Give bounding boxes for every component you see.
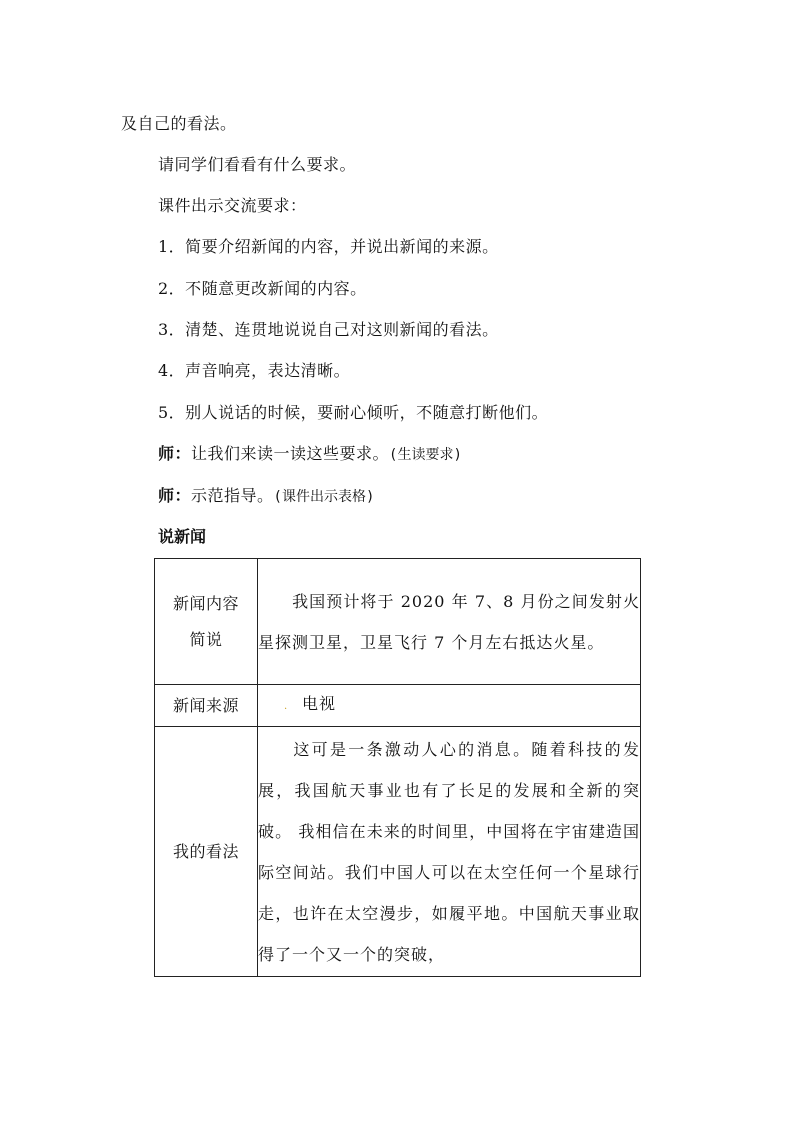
- requirements-heading: 课件出示交流要求：: [158, 196, 307, 215]
- requirement-item-5: 5．别人说话的时候，要耐心倾听，不随意打断他们。: [158, 403, 549, 422]
- table-row: [155, 559, 641, 685]
- teacher-text: 示范指导。: [191, 486, 274, 505]
- teacher-line-2: [158, 486, 374, 507]
- row-label: [155, 559, 258, 685]
- mark-dot: .: [284, 701, 289, 712]
- stage-note: (课件出示表格): [273, 489, 375, 505]
- opinion-text: 这可是一条激动人心的消息。随着科技的发展，我国航天事业也有了长足的发展和全新的突破。 我相信在未来的时间里，中国将在宇宙建造国际空间站。我们中国人可以在太空任何一个星球行走，也许在太空漫步，如履平地。中国航天事业取得了一个又一个的突破，: [258, 739, 640, 964]
- row-label: [155, 685, 258, 727]
- requirement-item-1: 1．简要介绍新闻的内容，并说出新闻的来源。: [158, 237, 499, 256]
- paragraph-continuation: 及自己的看法。: [121, 114, 237, 133]
- news-table: [154, 558, 641, 977]
- row-label: [155, 727, 258, 977]
- news-source-text: 电视: [302, 694, 337, 713]
- teacher-line-1: [158, 444, 462, 465]
- table-row: [155, 727, 641, 977]
- stage-note: (生读要求): [389, 447, 462, 463]
- row-label-line: 简说: [189, 629, 223, 649]
- requirement-item-4: 4．声音响亮，表达清晰。: [158, 361, 351, 380]
- teacher-prefix: 师：: [158, 486, 192, 505]
- requirement-item-3: 3．清楚、连贯地说说自己对这则新闻的看法。: [158, 320, 499, 339]
- row-label-line: 新闻来源: [172, 695, 239, 715]
- table-title: 说新闻: [158, 527, 207, 546]
- row-content: [258, 685, 641, 727]
- table-row: [155, 685, 641, 727]
- news-summary-text: 我国预计将于 2020 年 7、8 月份之间发射火星探测卫星，卫星飞行 7 个月左右抵达火星。: [258, 591, 640, 652]
- requirement-item-2: 2．不随意更改新闻的内容。: [158, 279, 367, 298]
- teacher-prefix: 师：: [158, 444, 192, 463]
- instruction-line: 请同学们看看有什么要求。: [158, 155, 357, 174]
- row-label-line: 我的看法: [172, 841, 239, 861]
- row-content: [258, 727, 641, 977]
- row-content: [258, 559, 641, 685]
- row-label-line: 新闻内容: [172, 593, 239, 613]
- teacher-text: 让我们来读一读这些要求。: [191, 444, 390, 463]
